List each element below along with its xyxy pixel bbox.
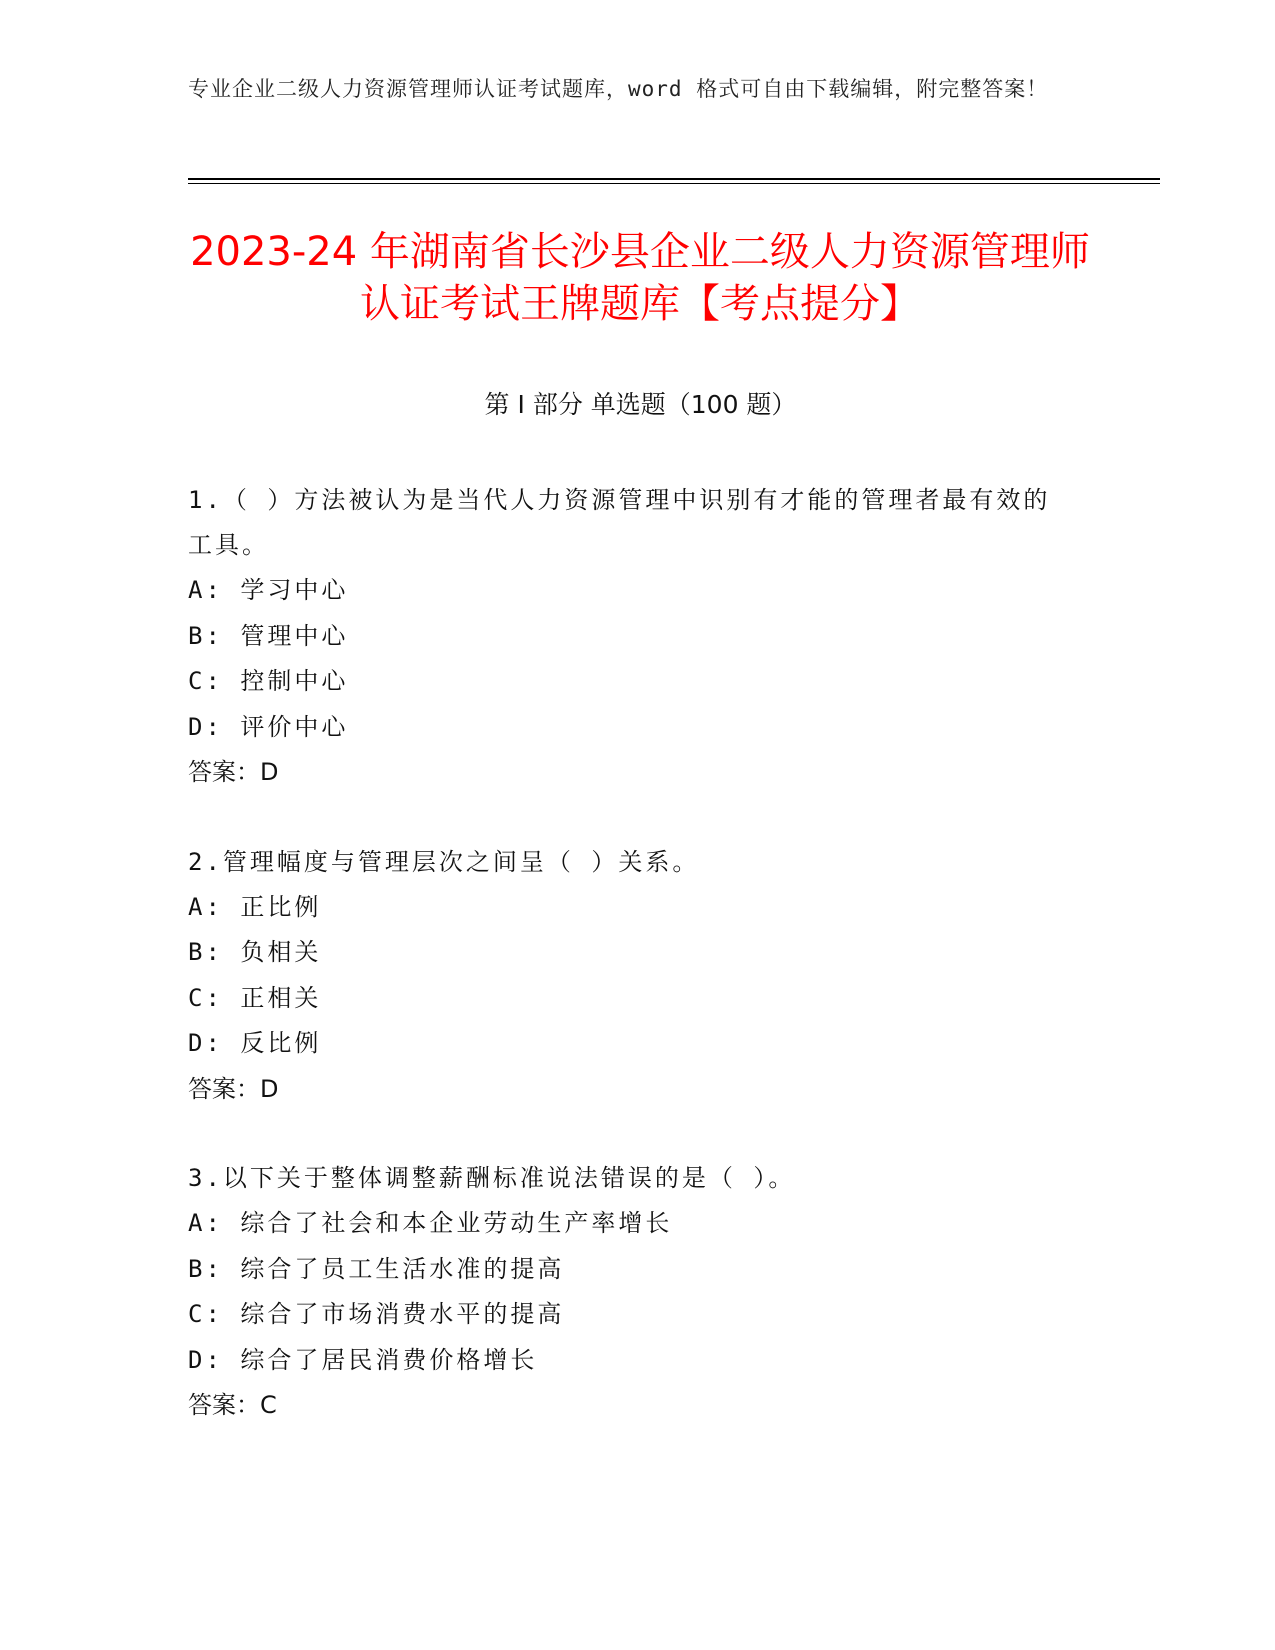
answer: 答案：C [188, 1391, 277, 1419]
option-c: C: 控制中心 [188, 667, 349, 695]
question-2 [188, 840, 1068, 1113]
option-a: A: 综合了社会和本企业劳动生产率增长 [188, 1209, 673, 1237]
answer: 答案：D [188, 1074, 279, 1103]
option-d: D: 评价中心 [188, 712, 349, 741]
question-3 [188, 1156, 1068, 1429]
option-b: B: 管理中心 [188, 621, 349, 650]
header-divider-thin [188, 183, 1160, 184]
option-a: A: 正比例 [188, 892, 322, 921]
option-b: B: 负相关 [188, 938, 322, 966]
option-b: B: 综合了员工生活水准的提高 [188, 1254, 565, 1283]
question-stem: 3.以下关于整体调整薪酬标准说法错误的是（ ）。 [188, 1164, 796, 1192]
question-stem: 1.（ ）方法被认为是当代人力资源管理中识别有才能的管理者最有效的工具。 [188, 486, 1051, 559]
header-divider [188, 178, 1160, 180]
section-title: 第 I 部分 单选题（100 题） [484, 390, 797, 419]
question-list [188, 478, 1068, 1473]
option-d: D: 反比例 [188, 1029, 322, 1057]
answer: 答案：D [188, 758, 279, 786]
document-title: 2023-24 年湖南省长沙县企业二级人力资源管理师认证考试王牌题库【考点提分】 [190, 229, 1090, 327]
option-c: C: 综合了市场消费水平的提高 [188, 1300, 565, 1328]
question-stem: 2.管理幅度与管理层次之间呈（ ）关系。 [188, 847, 700, 876]
question-1 [188, 478, 1068, 796]
option-c: C: 正相关 [188, 983, 322, 1012]
header-note: 专业企业二级人力资源管理师认证考试题库，word 格式可自由下载编辑，附完整答案！ [188, 77, 1049, 101]
option-a: A: 学习中心 [188, 576, 349, 604]
option-d: D: 综合了居民消费价格增长 [188, 1345, 538, 1374]
